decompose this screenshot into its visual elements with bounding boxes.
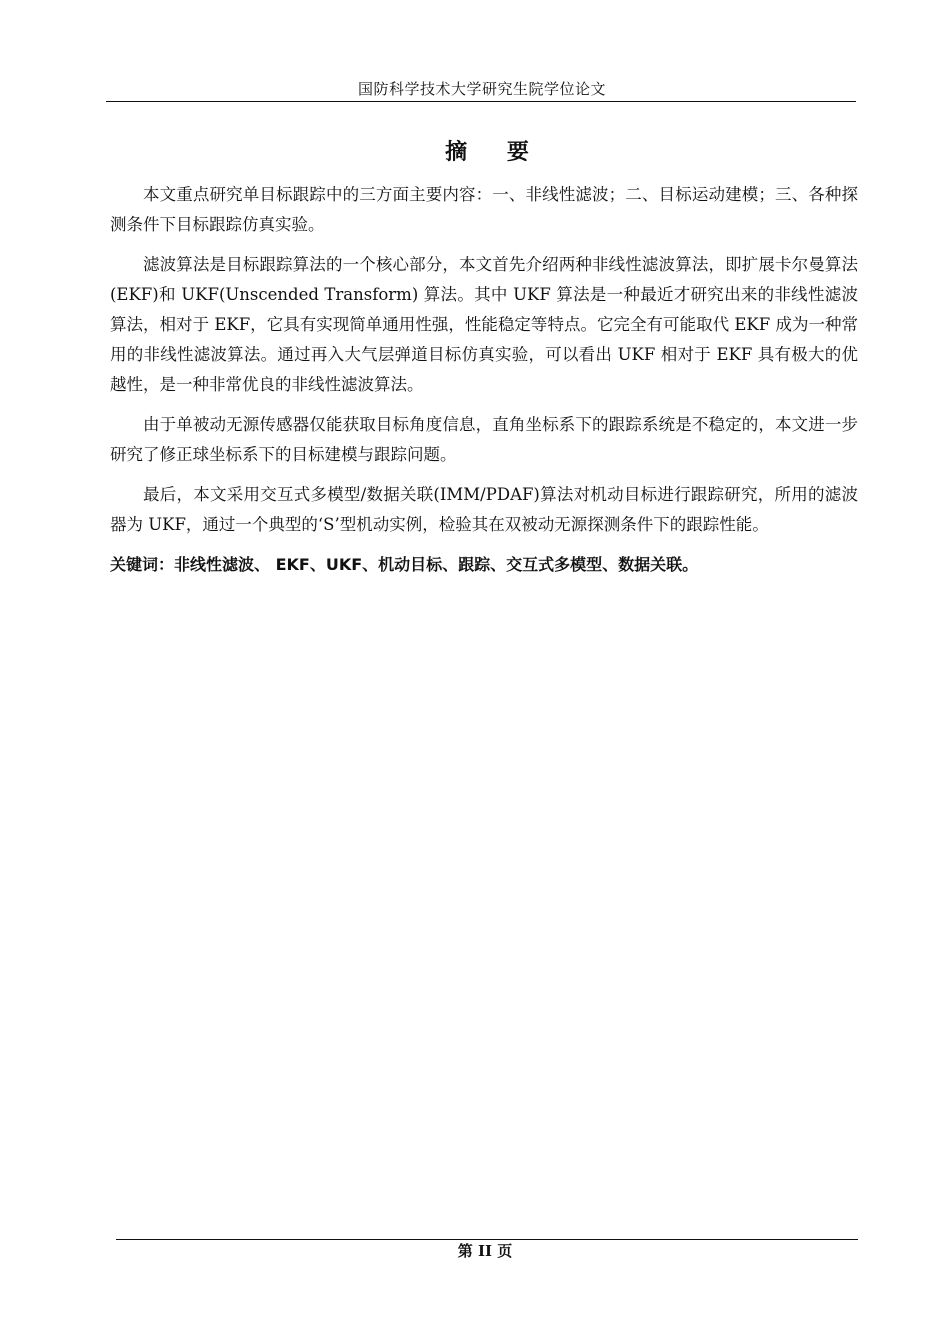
abstract-title: 摘 要 xyxy=(445,139,545,165)
abstract-paragraph: 由于单被动无源传感器仅能获取目标角度信息，直角坐标系下的跟踪系统是不稳定的，本文进一步研究了修正球坐标系下的目标建模与跟踪问题。 xyxy=(110,415,858,464)
keywords-line: 关键词：非线性滤波、 EKF、UKF、机动目标、跟踪、交互式多模型、数据关联。 xyxy=(110,555,699,574)
abstract-paragraph: 最后，本文采用交互式多模型/数据关联(IMM/PDAF)算法对机动目标进行跟踪研究，所用的滤波器为 UKF，通过一个典型的‘S’型机动实例，检验其在双被动无源探测条件下的跟踪性能。 xyxy=(110,485,858,534)
page-number: 第 II 页 xyxy=(457,1242,513,1260)
abstract-paragraph: 本文重点研究单目标跟踪中的三方面主要内容：一、非线性滤波；二、目标运动建模；三、各种探测条件下目标跟踪仿真实验。 xyxy=(110,185,858,234)
running-header: 国防科学技术大学研究生院学位论文 xyxy=(357,80,606,98)
header-rule xyxy=(106,101,856,102)
abstract-body xyxy=(110,180,858,580)
abstract-paragraph: 滤波算法是目标跟踪算法的一个核心部分，本文首先介绍两种非线性滤波算法，即扩展卡尔曼算法(EKF)和 UKF(Unscended Transform) 算法。其中 UKF 算法是一种最近才研究出来的非线性滤波算法，相对于 EKF，它具有实现简单通用性强，性能稳定等特点。它完全有可能取代 EKF 成为一种常用的非线性滤波算法。通过再入大气层弹道目标仿真实验，可以看出 UKF 相对于 EKF 具有极大的优越性，是一种非常优良的非线性滤波算法。 xyxy=(110,255,858,394)
